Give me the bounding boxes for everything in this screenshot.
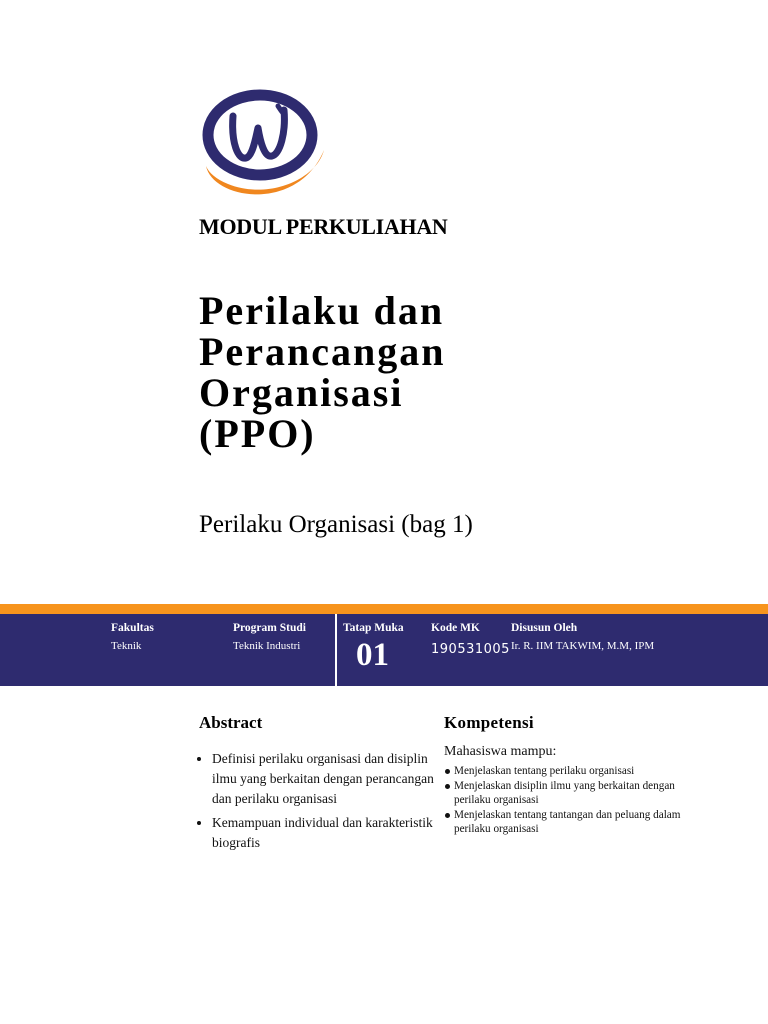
prodi-cell — [233, 622, 306, 652]
info-band — [0, 614, 768, 686]
page-subtitle: Perilaku Organisasi (bag 1) — [199, 511, 473, 538]
band-divider — [335, 614, 337, 686]
kode-mk-label: Kode MK — [431, 622, 480, 634]
orange-stripe — [0, 604, 768, 614]
list-item-text: Menjelaskan tentang tantangan dan peluang dalam perilaku organisasi — [454, 808, 681, 835]
tatap-muka-cell — [343, 622, 404, 674]
tatap-muka-value: 01 — [356, 637, 389, 673]
tatap-muka-label: Tatap Muka — [343, 622, 404, 634]
modul-label: MODUL PERKULIAHAN — [199, 214, 448, 239]
list-item: • Kemampuan individual dan karakteristik biografis — [212, 813, 447, 853]
kompetensi-list — [444, 764, 694, 837]
abstract-heading: Abstract — [199, 713, 263, 732]
kompetensi-intro: Mahasiswa mampu: — [444, 744, 557, 759]
title-line: Perilaku dan — [199, 288, 445, 333]
bullet-icon — [445, 784, 450, 789]
disusun-value: Ir. R. IIM TAKWIM, M.M, IPM — [511, 640, 655, 652]
prodi-value: Teknik Industri — [233, 640, 301, 652]
abstract-list — [190, 749, 447, 857]
list-item — [454, 779, 694, 808]
bullet-icon — [445, 769, 450, 774]
list-item — [454, 764, 694, 779]
disusun-cell — [511, 622, 654, 652]
kode-mk-value: 190531005 — [431, 642, 510, 657]
page-title — [199, 290, 619, 454]
bullet-icon — [445, 813, 450, 818]
title-line: (PPO) — [199, 411, 316, 456]
fakultas-cell — [111, 622, 154, 652]
title-line: Organisasi — [199, 370, 404, 415]
fakultas-value: Teknik — [111, 640, 142, 652]
mercu-buana-w-logo-icon — [198, 88, 328, 206]
disusun-label: Disusun Oleh — [511, 622, 578, 634]
list-item — [454, 808, 694, 837]
list-item-text: Menjelaskan tentang perilaku organisasi — [454, 765, 635, 777]
kompetensi-heading: Kompetensi — [444, 713, 534, 732]
list-item-text: Menjelaskan disiplin ilmu yang berkaitan dengan perilaku organisasi — [454, 779, 675, 806]
title-line: Perancangan — [199, 329, 446, 374]
prodi-label: Program Studi — [233, 622, 306, 634]
fakultas-label: Fakultas — [111, 622, 154, 634]
list-item: • Definisi perilaku organisasi dan disiplin ilmu yang berkaitan dengan perancangan dan perilaku organisasi — [212, 749, 447, 809]
kode-mk-cell — [431, 622, 510, 657]
